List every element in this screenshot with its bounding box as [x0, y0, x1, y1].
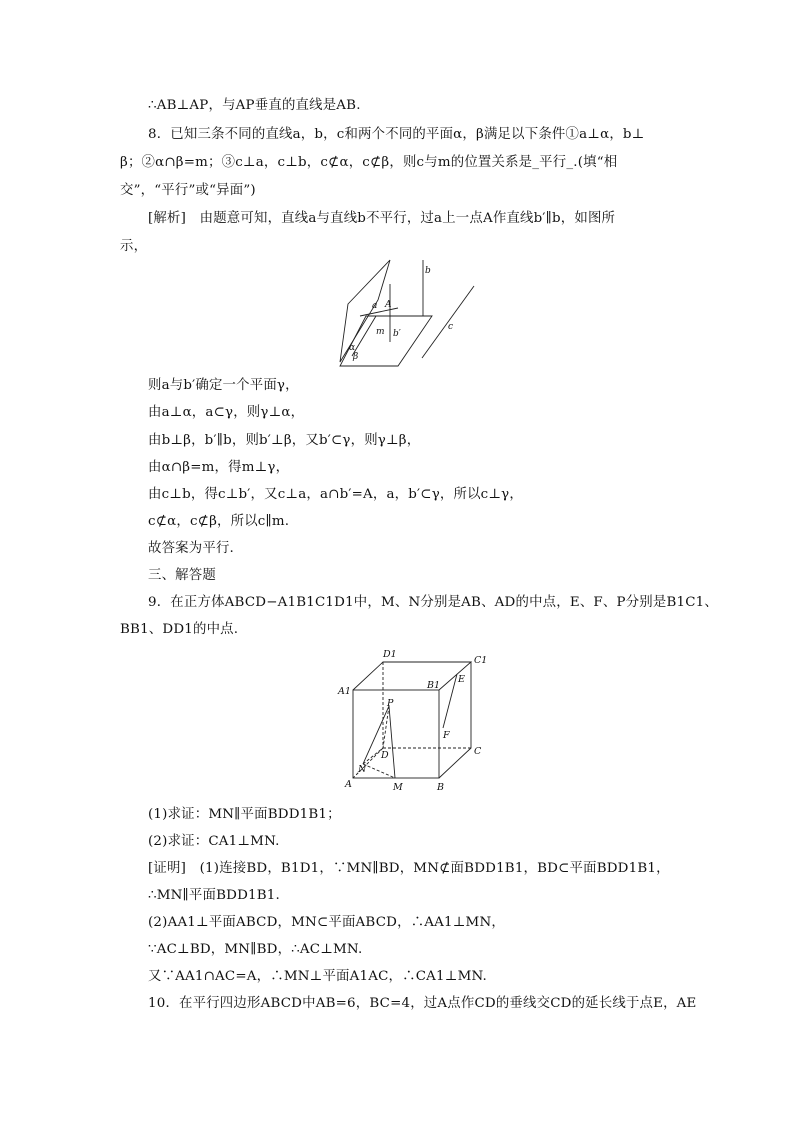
label-c: c — [448, 322, 454, 332]
text-line-12: c⊄α，c⊄β，所以c∥m. — [148, 514, 290, 529]
figure-cube — [335, 644, 495, 794]
label-b: b — [425, 266, 431, 276]
text-line-4: 交”，“平行”或“异面”) — [120, 183, 256, 198]
text-line-15: BB1、DD1的中点. — [120, 622, 239, 637]
text-line-19: ∴MN∥平面BDD1B1. — [148, 888, 280, 903]
label-N: N — [358, 764, 367, 775]
text-line-22: 又∵AA1∩AC=A，∴MN⊥平面A1AC，∴CA1⊥MN. — [148, 969, 487, 984]
label-b-prime: b′ — [393, 329, 401, 339]
segment-EF-shape — [443, 674, 457, 728]
label-C1: C1 — [474, 655, 488, 666]
line-a-shape — [360, 308, 398, 316]
segment-NM-shape — [363, 764, 395, 778]
text-line-23: 10．在平行四边形ABCD中AB=6，BC=4，过A点作CD的垂线交CD的延长线于点E，AE — [148, 996, 697, 1011]
text-line-6: 示， — [120, 239, 148, 254]
text-line-7: 则a与b′确定一个平面γ， — [148, 378, 299, 393]
segment-PM-shape — [389, 706, 395, 778]
label-alpha: α — [349, 343, 356, 353]
label-m: m — [376, 327, 385, 337]
text-line-5: [解析] 由题意可知，直线a与直线b不平行，过a上一点A作直线b′∥b，如图所 — [148, 211, 616, 226]
label-beta: β — [353, 352, 359, 362]
text-line-10: 由α∩β=m，得m⊥γ， — [148, 460, 290, 475]
label-P: P — [387, 698, 394, 709]
cube-right-edges — [439, 662, 471, 778]
text-line-16: (1)求证：MN∥平面BDD1B1； — [148, 807, 341, 822]
text-line-14: 9．在正方体ABCD−A1B1C1D1中，M、N分别是AB、AD的中点，E、F、P分别是B1C1、 — [148, 595, 718, 610]
text-line-13: 故答案为平行. — [148, 541, 234, 556]
label-C: C — [474, 746, 482, 757]
segment-ND-shape — [363, 748, 383, 764]
text-line-18: [证明] (1)连接BD，B1D1，∵MN∥BD，MN⊄面BDD1B1，BD⊂平面BDD1B1， — [148, 861, 670, 876]
text-line-8: 由a⊥α，a⊂γ，则γ⊥α， — [148, 405, 305, 420]
label-A: A — [345, 779, 352, 790]
label-D: D — [381, 750, 389, 761]
label-A: A — [385, 300, 392, 310]
label-B1: B1 — [427, 680, 441, 691]
cube-top-edges — [353, 662, 471, 690]
text-line-20: (2)AA1⊥平面ABCD，MN⊂平面ABCD，∴AA1⊥MN， — [148, 915, 505, 930]
label-a: a — [372, 301, 378, 311]
label-M: M — [393, 782, 403, 793]
text-line-21: ∵AC⊥BD，MN∥BD，∴AC⊥MN. — [148, 942, 363, 957]
label-F: F — [443, 730, 450, 741]
label-B: B — [437, 782, 444, 793]
label-A1: A1 — [338, 686, 351, 697]
label-D1: D1 — [383, 649, 397, 660]
text-line-1: ∴AB⊥AP，与AP垂直的直线是AB. — [148, 98, 361, 113]
figure-planes — [336, 256, 476, 370]
label-E: E — [458, 674, 465, 685]
text-line-11: 由c⊥b，得c⊥b′，又c⊥a，a∩b′=A，a，b′⊂γ，所以c⊥γ， — [148, 487, 523, 502]
text-line-17: (2)求证：CA1⊥MN. — [148, 834, 280, 849]
text-line-2: 8．已知三条不同的直线a，b，c和两个不同的平面α，β满足以下条件①a⊥α，b⊥ — [148, 127, 645, 142]
section-heading: 三、解答题 — [148, 568, 216, 583]
text-line-3: β；②α∩β=m；③c⊥a，c⊥b，c⊄α，c⊄β，则c与m的位置关系是_平行_.(填“相 — [120, 155, 618, 170]
text-line-9: 由b⊥β，b′∥b，则b′⊥β，又b′⊂γ，则γ⊥β， — [148, 433, 421, 448]
